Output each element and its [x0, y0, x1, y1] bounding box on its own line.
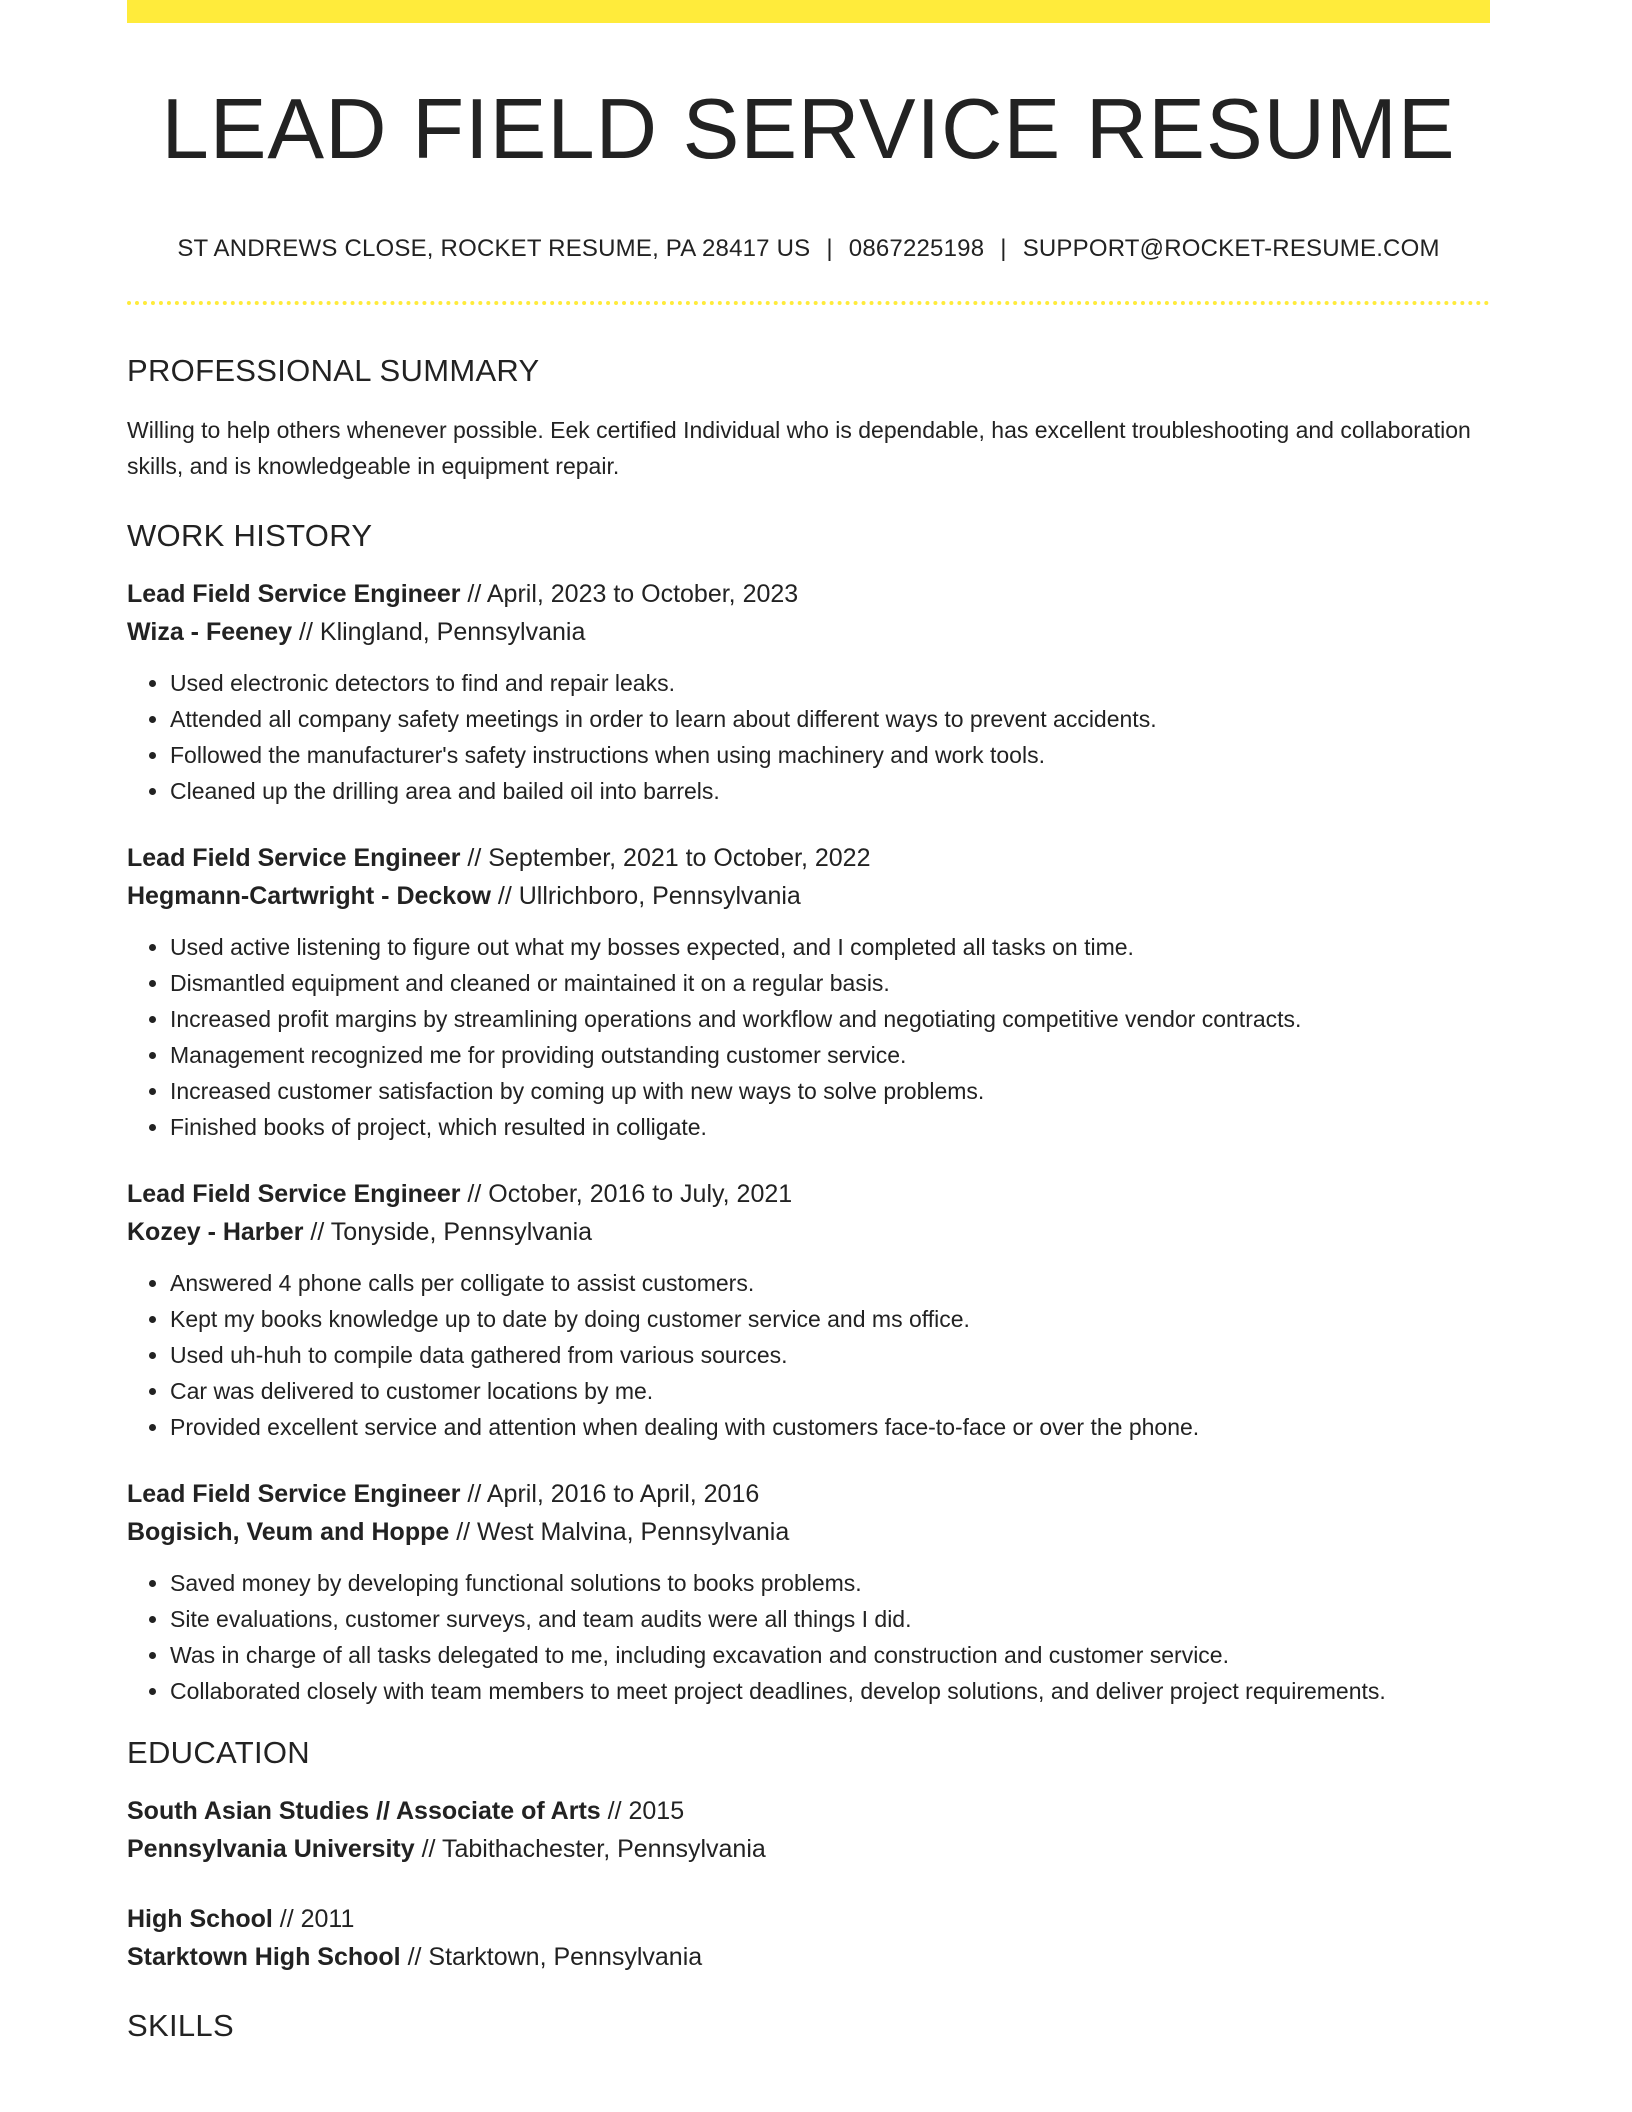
- education-year: // 2011: [272, 1905, 355, 1933]
- job-duties-list: [127, 1565, 1490, 1709]
- job-role-line: [127, 1175, 1490, 1213]
- duty-item: • Was in charge of all tasks delegated to me, including excavation and construction and customer service.: [170, 1637, 1490, 1673]
- summary-text: Willing to help others whenever possible. Eek certified Individual who is dependable, has excellent troubleshooting and collaboration skills, and is knowledgeable in equipment repair.: [127, 417, 1471, 479]
- job-duties-list: [127, 665, 1490, 809]
- job-entry: [127, 575, 1490, 809]
- education-entry: [127, 1900, 1490, 1976]
- job-location: // Tonyside, Pennsylvania: [303, 1218, 593, 1246]
- duty-item: • Management recognized me for providing outstanding customer service.: [170, 1037, 1490, 1073]
- contact-separator: |: [826, 235, 833, 262]
- job-role: Lead Field Service Engineer: [127, 1180, 461, 1208]
- job-entry: [127, 1175, 1490, 1445]
- job-company-line: [127, 1213, 1490, 1251]
- duty-item: • Cleaned up the drilling area and bailed oil into barrels.: [170, 773, 1490, 809]
- section-title-summary: PROFESSIONAL SUMMARY: [127, 353, 540, 388]
- job-role-line: [127, 575, 1490, 613]
- education-school-line: [127, 1830, 1490, 1868]
- duty-item: • Saved money by developing functional solutions to books problems.: [170, 1565, 1490, 1601]
- education-school: Starktown High School: [127, 1943, 401, 1971]
- education-degree-line: [127, 1792, 1490, 1830]
- job-dates: // September, 2021 to October, 2022: [460, 844, 871, 872]
- job-company: Wiza - Feeney: [127, 618, 293, 646]
- duty-item: • Dismantled equipment and cleaned or maintained it on a regular basis.: [170, 965, 1490, 1001]
- education-degree: High School: [127, 1905, 273, 1933]
- duty-item: • Increased customer satisfaction by coming up with new ways to solve problems.: [170, 1073, 1490, 1109]
- job-company: Hegmann-Cartwright - Deckow: [127, 882, 491, 910]
- job-entry: [127, 839, 1490, 1145]
- education-entry: [127, 1792, 1490, 1868]
- contact-separator: |: [1000, 235, 1007, 262]
- duty-item: • Answered 4 phone calls per colligate to assist customers.: [170, 1265, 1490, 1301]
- job-dates: // April, 2023 to October, 2023: [460, 580, 799, 608]
- duty-item: • Increased profit margins by streamlining operations and workflow and negotiating competitive vendor contracts.: [170, 1001, 1490, 1037]
- duty-item: • Finished books of project, which resulted in colligate.: [170, 1109, 1490, 1145]
- contact-email: SUPPORT@ROCKET-RESUME.COM: [1022, 235, 1440, 262]
- job-duties-list: [127, 929, 1490, 1145]
- job-role-line: [127, 1475, 1490, 1513]
- contact-phone: 0867225198: [848, 235, 985, 262]
- resume-page: [127, 0, 1490, 2041]
- education-degree-line: [127, 1900, 1490, 1938]
- job-company: Bogisich, Veum and Hoppe: [127, 1518, 450, 1546]
- education-school: Pennsylvania University: [127, 1835, 415, 1863]
- job-company: Kozey - Harber: [127, 1218, 304, 1246]
- duty-item: • Kept my books knowledge up to date by doing customer service and ms office.: [170, 1301, 1490, 1337]
- education-year: // 2015: [600, 1797, 685, 1825]
- job-company-line: [127, 877, 1490, 915]
- job-role: Lead Field Service Engineer: [127, 844, 461, 872]
- section-title-skills: SKILLS: [127, 2008, 234, 2043]
- dotted-divider: [127, 301, 1490, 305]
- section-title-education: EDUCATION: [127, 1735, 310, 1770]
- duty-item: • Used active listening to figure out what my bosses expected, and I completed all tasks on time.: [170, 929, 1490, 965]
- education-school-line: [127, 1938, 1490, 1976]
- contact-line: [127, 237, 1490, 261]
- duty-item: • Site evaluations, customer surveys, and team audits were all things I did.: [170, 1601, 1490, 1637]
- duty-item: • Attended all company safety meetings in order to learn about different ways to prevent accidents.: [170, 701, 1490, 737]
- job-role: Lead Field Service Engineer: [127, 1480, 461, 1508]
- job-role-line: [127, 839, 1490, 877]
- duty-item: • Used electronic detectors to find and repair leaks.: [170, 665, 1490, 701]
- duty-item: • Car was delivered to customer locations by me.: [170, 1373, 1490, 1409]
- job-dates: // April, 2016 to April, 2016: [460, 1480, 760, 1508]
- job-location: // Klingland, Pennsylvania: [292, 618, 586, 646]
- job-entry: [127, 1475, 1490, 1709]
- duty-item: • Used uh-huh to compile data gathered from various sources.: [170, 1337, 1490, 1373]
- job-location: // West Malvina, Pennsylvania: [449, 1518, 790, 1546]
- job-location: // Ullrichboro, Pennsylvania: [490, 882, 801, 910]
- duty-item: • Collaborated closely with team members to meet project deadlines, develop solutions, and deliver project requirements.: [170, 1673, 1490, 1709]
- duty-item: • Followed the manufacturer's safety instructions when using machinery and work tools.: [170, 737, 1490, 773]
- duty-item: • Provided excellent service and attention when dealing with customers face-to-face or over the phone.: [170, 1409, 1490, 1445]
- job-company-line: [127, 1513, 1490, 1551]
- resume-title: LEAD FIELD SERVICE RESUME: [161, 82, 1456, 177]
- accent-top-bar: [127, 0, 1490, 23]
- job-duties-list: [127, 1265, 1490, 1445]
- job-dates: // October, 2016 to July, 2021: [460, 1180, 793, 1208]
- education-location: // Tabithachester, Pennsylvania: [414, 1835, 766, 1863]
- job-role: Lead Field Service Engineer: [127, 580, 461, 608]
- education-location: // Starktown, Pennsylvania: [400, 1943, 703, 1971]
- job-company-line: [127, 613, 1490, 651]
- education-degree: South Asian Studies // Associate of Arts: [127, 1797, 601, 1825]
- section-title-work-history: WORK HISTORY: [127, 518, 373, 553]
- contact-address: ST ANDREWS CLOSE, ROCKET RESUME, PA 28417 US: [177, 235, 811, 262]
